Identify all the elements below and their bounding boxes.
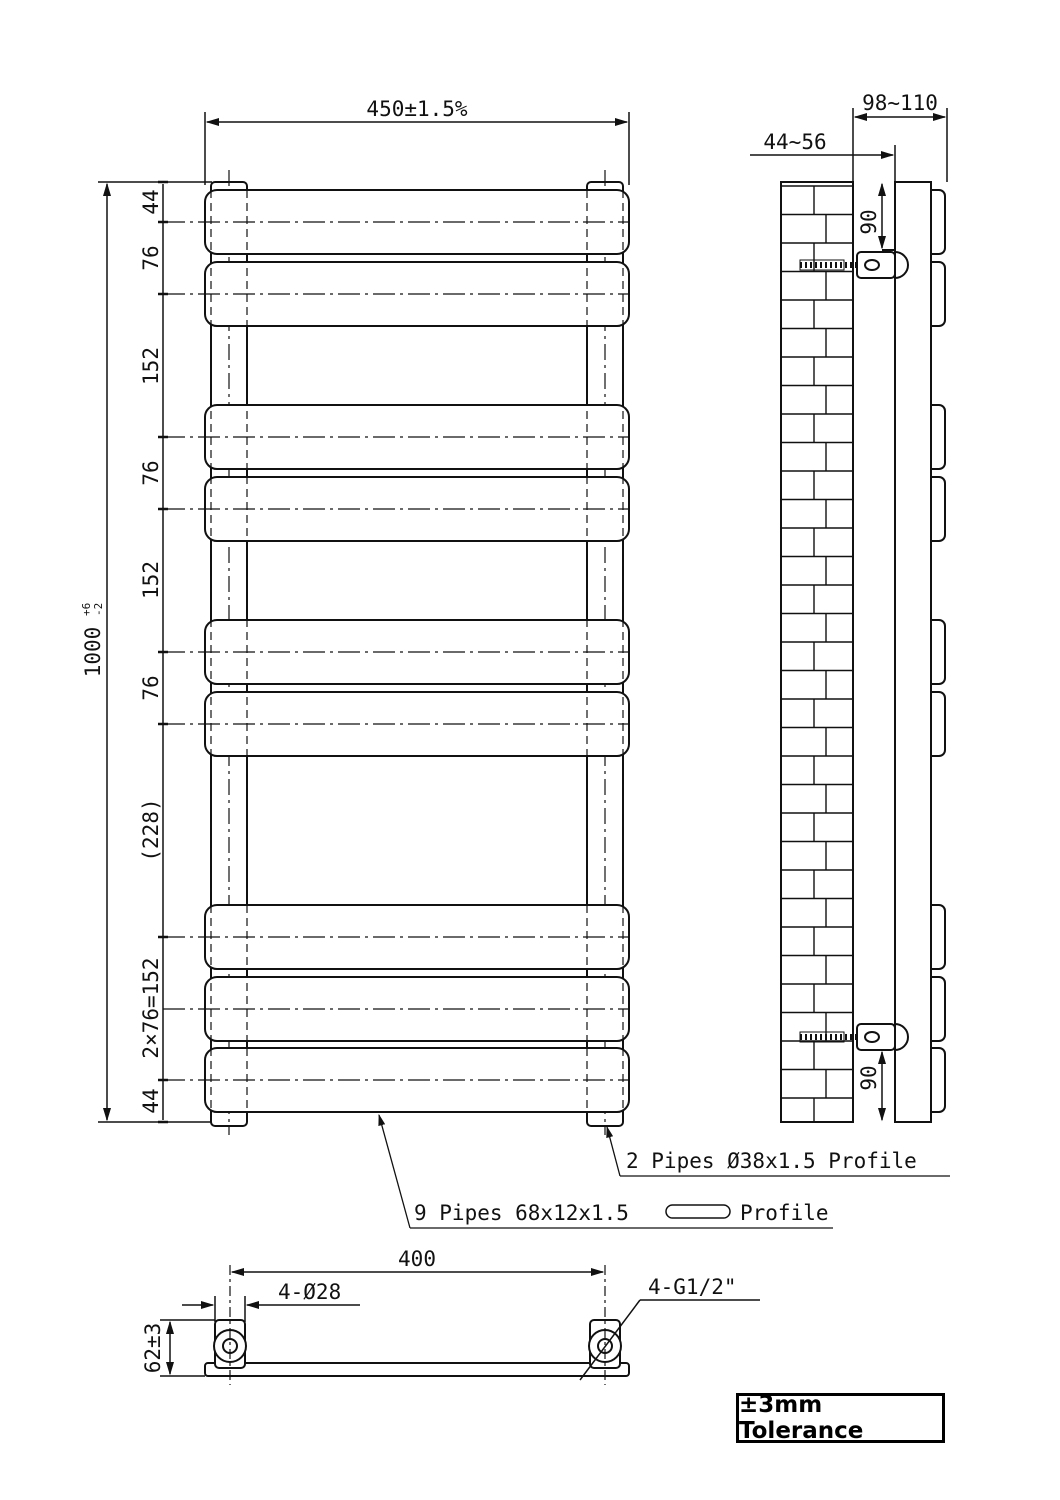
flat-profile-icon	[666, 1205, 730, 1218]
gap-label: 76	[139, 245, 163, 271]
horizontal-pipes-profile-label: Profile	[740, 1201, 829, 1225]
depth-label: 98~110	[862, 91, 938, 115]
horizontal-pipes-callout: 9 Pipes 68x12x1.5	[414, 1201, 629, 1225]
gap-label: 44	[139, 189, 163, 215]
gap-label: (228)	[139, 798, 163, 862]
bottom-view	[205, 1265, 629, 1385]
width-dimension	[205, 112, 629, 185]
thread-label: 4-G1/2"	[648, 1275, 737, 1299]
tolerance-badge: ±3mm Tolerance	[736, 1393, 945, 1443]
bracket-bottom-label: 90	[857, 1065, 881, 1091]
bottom-bar	[205, 1363, 629, 1376]
radiator-column	[895, 182, 931, 1122]
height-tol-lower: -2	[92, 602, 105, 616]
vertical-pipes-callout: 2 Pipes Ø38x1.5 Profile	[626, 1149, 917, 1173]
gap-label: 152	[139, 561, 163, 599]
front-view	[163, 170, 629, 1135]
centers-label: 400	[398, 1247, 436, 1271]
gap-label: 76	[139, 675, 163, 701]
gap-label: 44	[139, 1088, 163, 1114]
brick-wall	[781, 182, 853, 1122]
height-tol-upper: +6	[80, 602, 93, 616]
height-label: 1000	[81, 626, 105, 678]
bar-profiles	[931, 190, 945, 1112]
width-label: 450±1.5%	[366, 97, 468, 121]
gap-label: 2×76=152	[139, 957, 163, 1059]
flat-bars	[205, 190, 629, 1112]
height-label-group	[80, 603, 105, 678]
gap-label: 152	[139, 347, 163, 385]
gap-label: 76	[139, 460, 163, 486]
inlet-label: 4-Ø28	[278, 1280, 342, 1304]
side-view	[781, 182, 945, 1122]
wall-gap-label: 44~56	[763, 130, 827, 154]
offset-label: 62±3	[141, 1322, 165, 1374]
bracket-top-label: 90	[857, 209, 881, 235]
